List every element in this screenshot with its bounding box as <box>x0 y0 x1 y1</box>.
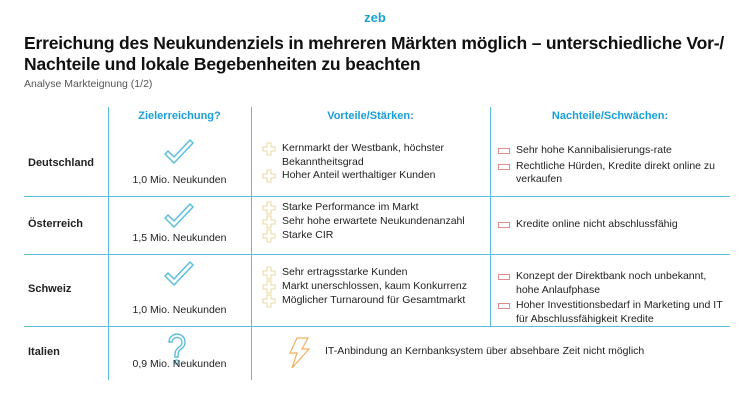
pros-list <box>262 266 487 308</box>
pros-item <box>262 215 487 229</box>
new-customers-count: 0,9 Mio. Neukunden <box>132 358 227 370</box>
cons-item <box>498 299 726 326</box>
country-label: Schweiz <box>28 283 72 295</box>
new-customers-count: 1,0 Mio. Neukunden <box>132 174 227 186</box>
new-customers-count: 1,5 Mio. Neukunden <box>132 232 227 244</box>
minus-icon <box>498 222 510 228</box>
cons-list <box>498 270 726 328</box>
pros-item <box>262 169 487 183</box>
page-title: Erreichung des Neukundenziels in mehreren Märkten möglich – unterschiedliche Vor-/ Nachteile und lokale Begebenheiten zu beachten <box>24 33 724 74</box>
pros-text: Hoher Anteil werthaltiger Kunden <box>282 169 436 181</box>
pros-item <box>262 142 487 169</box>
check-icon <box>162 138 196 173</box>
plus-icon <box>262 229 276 243</box>
plus-icon <box>262 169 276 183</box>
pros-list <box>262 142 487 183</box>
pros-item <box>262 229 487 243</box>
cons-text: Sehr hohe Kannibalisierungs-rate <box>516 144 672 156</box>
cons-list <box>498 218 726 234</box>
header-cons: Nachteile/Schwächen: <box>551 110 669 122</box>
new-customers-count: 1,0 Mio. Neukunden <box>132 304 227 316</box>
plus-icon <box>262 142 276 156</box>
cons-item <box>498 218 726 232</box>
cons-text: Konzept der Direktbank noch unbekannt, hohe Anlaufphase <box>516 270 707 296</box>
cons-text: Rechtliche Hürden, Kredite direkt online zu verkaufen <box>516 159 716 185</box>
pros-text: Kernmarkt der Westbank, höchster Bekanntheitsgrad <box>282 142 445 168</box>
check-icon <box>162 260 196 295</box>
pros-text: Sehr ertragsstarke Kunden <box>282 266 408 278</box>
pros-list <box>262 201 487 243</box>
plus-icon <box>262 201 276 215</box>
divider <box>24 196 730 197</box>
country-label: Italien <box>28 346 60 358</box>
plus-icon <box>262 215 276 229</box>
cons-list <box>498 144 726 189</box>
pros-text: Markt unerschlossen, kaum Konkurrenz <box>282 280 467 292</box>
minus-icon <box>498 164 510 170</box>
pros-item <box>262 294 487 308</box>
minus-icon <box>498 303 510 309</box>
divider <box>251 107 252 380</box>
pros-text: Möglicher Turnaround für Gesamtmarkt <box>282 294 466 306</box>
header-goal: Zielerreichung? <box>138 110 221 122</box>
minus-icon <box>498 274 510 280</box>
pros-item <box>262 280 487 294</box>
country-label: Österreich <box>28 218 84 230</box>
cons-item <box>498 160 726 187</box>
cons-item <box>498 270 726 297</box>
plus-icon <box>262 266 276 280</box>
note-text: IT-Anbindung an Kernbanksystem über absehbare Zeit nicht möglich <box>325 345 645 357</box>
divider <box>490 107 491 326</box>
cons-text: Hoher Investitionsbedarf in Marketing und IT für Abschlussfähigkeit Kredite <box>516 299 723 325</box>
lightning-icon <box>288 337 310 374</box>
cons-text: Kredite online nicht abschlussfähig <box>516 218 678 230</box>
minus-icon <box>498 148 510 154</box>
pros-text: Sehr hohe erwartete Neukundenanzahl <box>282 215 465 227</box>
pros-item <box>262 201 487 215</box>
zeb-logo: zeb <box>364 10 386 25</box>
plus-icon <box>262 294 276 308</box>
country-label: Deutschland <box>28 157 95 169</box>
page-subtitle: Analyse Markteignung (1/2) <box>24 78 153 90</box>
pros-item <box>262 266 487 280</box>
pros-text: Starke Performance im Markt <box>282 201 419 213</box>
divider <box>24 254 730 255</box>
pros-text: Starke CIR <box>282 229 334 241</box>
cons-item <box>498 144 726 158</box>
header-pros: Vorteile/Stärken: <box>327 110 414 122</box>
plus-icon <box>262 280 276 294</box>
